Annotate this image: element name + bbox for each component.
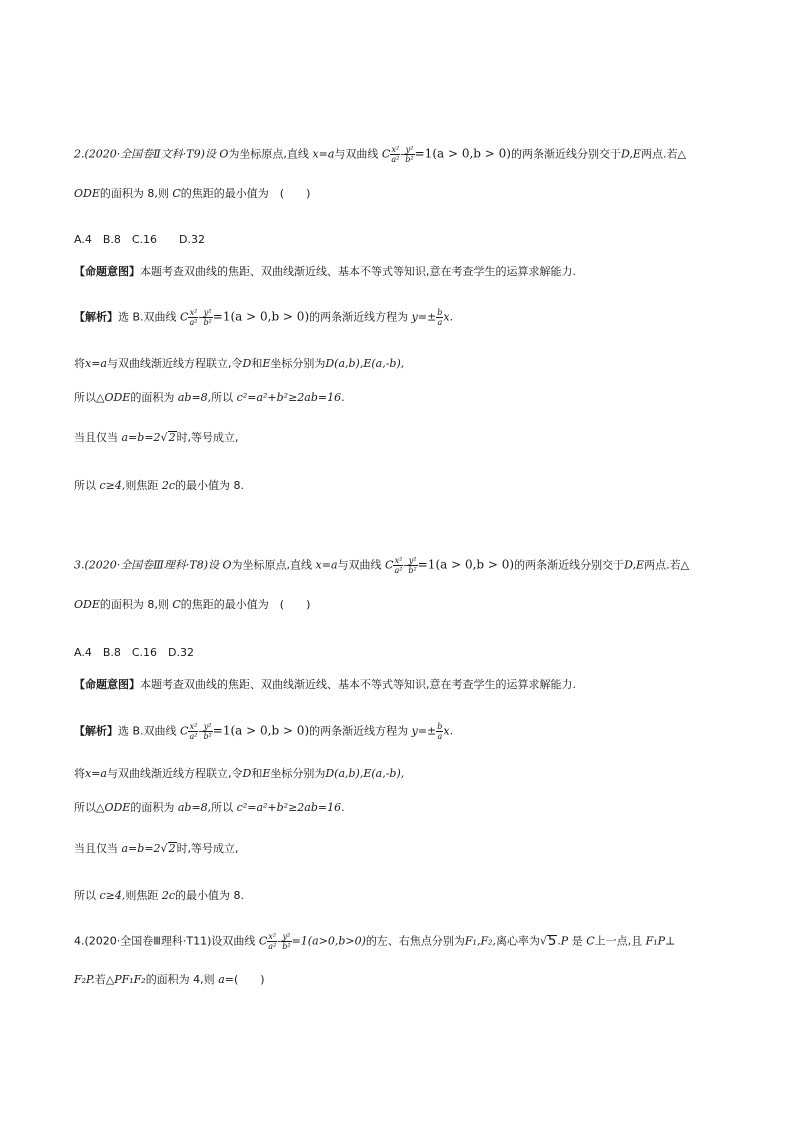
q4-hyperbola-equation: C $\frac{\text{x²}}{\text{a²}}$ - $\frac{\text{y²}}{\text{b²}}$ =1(a>0,b>0) [258, 932, 366, 951]
sqrt-icon: √ [160, 431, 168, 444]
q4-stem-line2: F₂P.若△PF₁F₂的面积为 4,则 a=( ) [74, 973, 265, 986]
q2-analysis-hyperbola: C $\frac{\text{x²}}{\text{a²}}$ - $\frac{\text{y²}}{\text{b²}}$ =1(a > 0,b > 0) [180, 308, 310, 327]
sqrt-icon: √ [540, 934, 548, 948]
q2-step1: 将x=a与双曲线渐近线方程联立,令D和E坐标分别为D(a,b),E(a,-b), [74, 357, 405, 370]
q2-analysis: 【解析】选 B.双曲线 C $\frac{\text{x²}}{\text{a²}}$ - $\frac{\text{y²}}{\text{b²}}$ =1(a > 0,b > 0)的两条渐近线方程为 y=± $\frac{b}{a}$ x. [74, 308, 454, 327]
q3-analysis-hyperbola: C $\frac{\text{x²}}{\text{a²}}$ - $\frac{\text{y²}}{\text{b²}}$ =1(a > 0,b > 0) [180, 722, 310, 741]
q3-hyperbola-equation: C $\frac{\text{x²}}{\text{a²}}$ - $\frac{\text{y²}}{\text{b²}}$ =1(a > 0,b > 0) [385, 556, 515, 575]
q2-step2: 所以△ODE的面积为 ab=8,所以 c²=a²+b²≥2ab=16. [74, 391, 345, 404]
q2-step3: 当且仅当 a=b=2√2时,等号成立, [74, 431, 239, 444]
q2-step4: 所以 c≥4,则焦距 2c的最小值为 8. [74, 479, 245, 492]
q2-hyperbola-equation: C $\frac{\text{x²}}{\text{a²}}$ - $\frac{\text{y²}}{\text{b²}}$ =1(a > 0,b > 0) [381, 145, 511, 164]
q3-intent: 【命题意图】本题考查双曲线的焦距、双曲线渐近线、基本不等式等知识,意在考查学生的运算求解能力. [74, 678, 576, 691]
q3-step2: 所以△ODE的面积为 ab=8,所以 c²=a²+b²≥2ab=16. [74, 801, 345, 814]
q2-stem-line2: ODE的面积为 8,则 C的焦距的最小值为 ( ) [74, 187, 311, 200]
q2-options: A.4 B.8 C.16 D.32 [74, 233, 206, 246]
q2-intent: 【命题意图】本题考查双曲线的焦距、双曲线渐近线、基本不等式等知识,意在考查学生的运算求解能力. [74, 265, 576, 278]
sqrt-icon: √ [160, 842, 168, 855]
q3-step3: 当且仅当 a=b=2√2时,等号成立, [74, 842, 239, 855]
q3-step4: 所以 c≥4,则焦距 2c的最小值为 8. [74, 889, 245, 902]
q4-prefix: 4.(2020·全国卷Ⅲ理科·T11)设双曲线 [74, 934, 256, 948]
q3-stem-line1: 3.(2020·全国卷Ⅲ理科·T8)设 O为坐标原点,直线 x=a与双曲线 C $\frac{\text{x²}}{\text{a²}}$ - $\frac{\text{y²}}{\text{b²}}$ =1(a > 0,b > 0)的两条渐近线分别交于D,E两点.若△ [74, 556, 690, 575]
q3-analysis: 【解析】选 B.双曲线 C $\frac{\text{x²}}{\text{a²}}$ - $\frac{\text{y²}}{\text{b²}}$ =1(a > 0,b > 0)的两条渐近线方程为 y=± $\frac{b}{a}$ x. [74, 722, 454, 741]
q4-stem-line1: 4.(2020·全国卷Ⅲ理科·T11)设双曲线 C $\frac{\text{x²}}{\text{a²}}$ - $\frac{\text{y²}}{\text{b²}}$ =1(a>0,b>0)的左、右焦点分别为F₁,F₂,离心率为√5.P 是 C上一点,且 F₁P⊥ [74, 932, 676, 951]
q3-step1: 将x=a与双曲线渐近线方程联立,令D和E坐标分别为D(a,b),E(a,-b), [74, 767, 405, 780]
q3-asymptote-fraction: $\frac{b}{a}$ [437, 722, 443, 741]
q2-asymptote-fraction: $\frac{b}{a}$ [437, 308, 443, 327]
q3-stem-line2: ODE的面积为 8,则 C的焦距的最小值为 ( ) [74, 598, 311, 611]
q3-prefix: 3.(2020·全国卷Ⅲ理科·T8)设 [74, 558, 220, 572]
q2-stem-line1: 2.(2020·全国卷Ⅱ文科·T9)设 O为坐标原点,直线 x=a与双曲线 C $\frac{\text{x²}}{\text{a²}}$ - $\frac{\text{y²}}{\text{b²}}$ =1(a > 0,b > 0)的两条渐近线分别交于D,E两点.若△ [74, 145, 686, 164]
q2-prefix: 2.(2020·全国卷Ⅱ文科·T9)设 [74, 147, 216, 161]
q3-options: A.4 B.8 C.16 D.32 [74, 646, 195, 659]
